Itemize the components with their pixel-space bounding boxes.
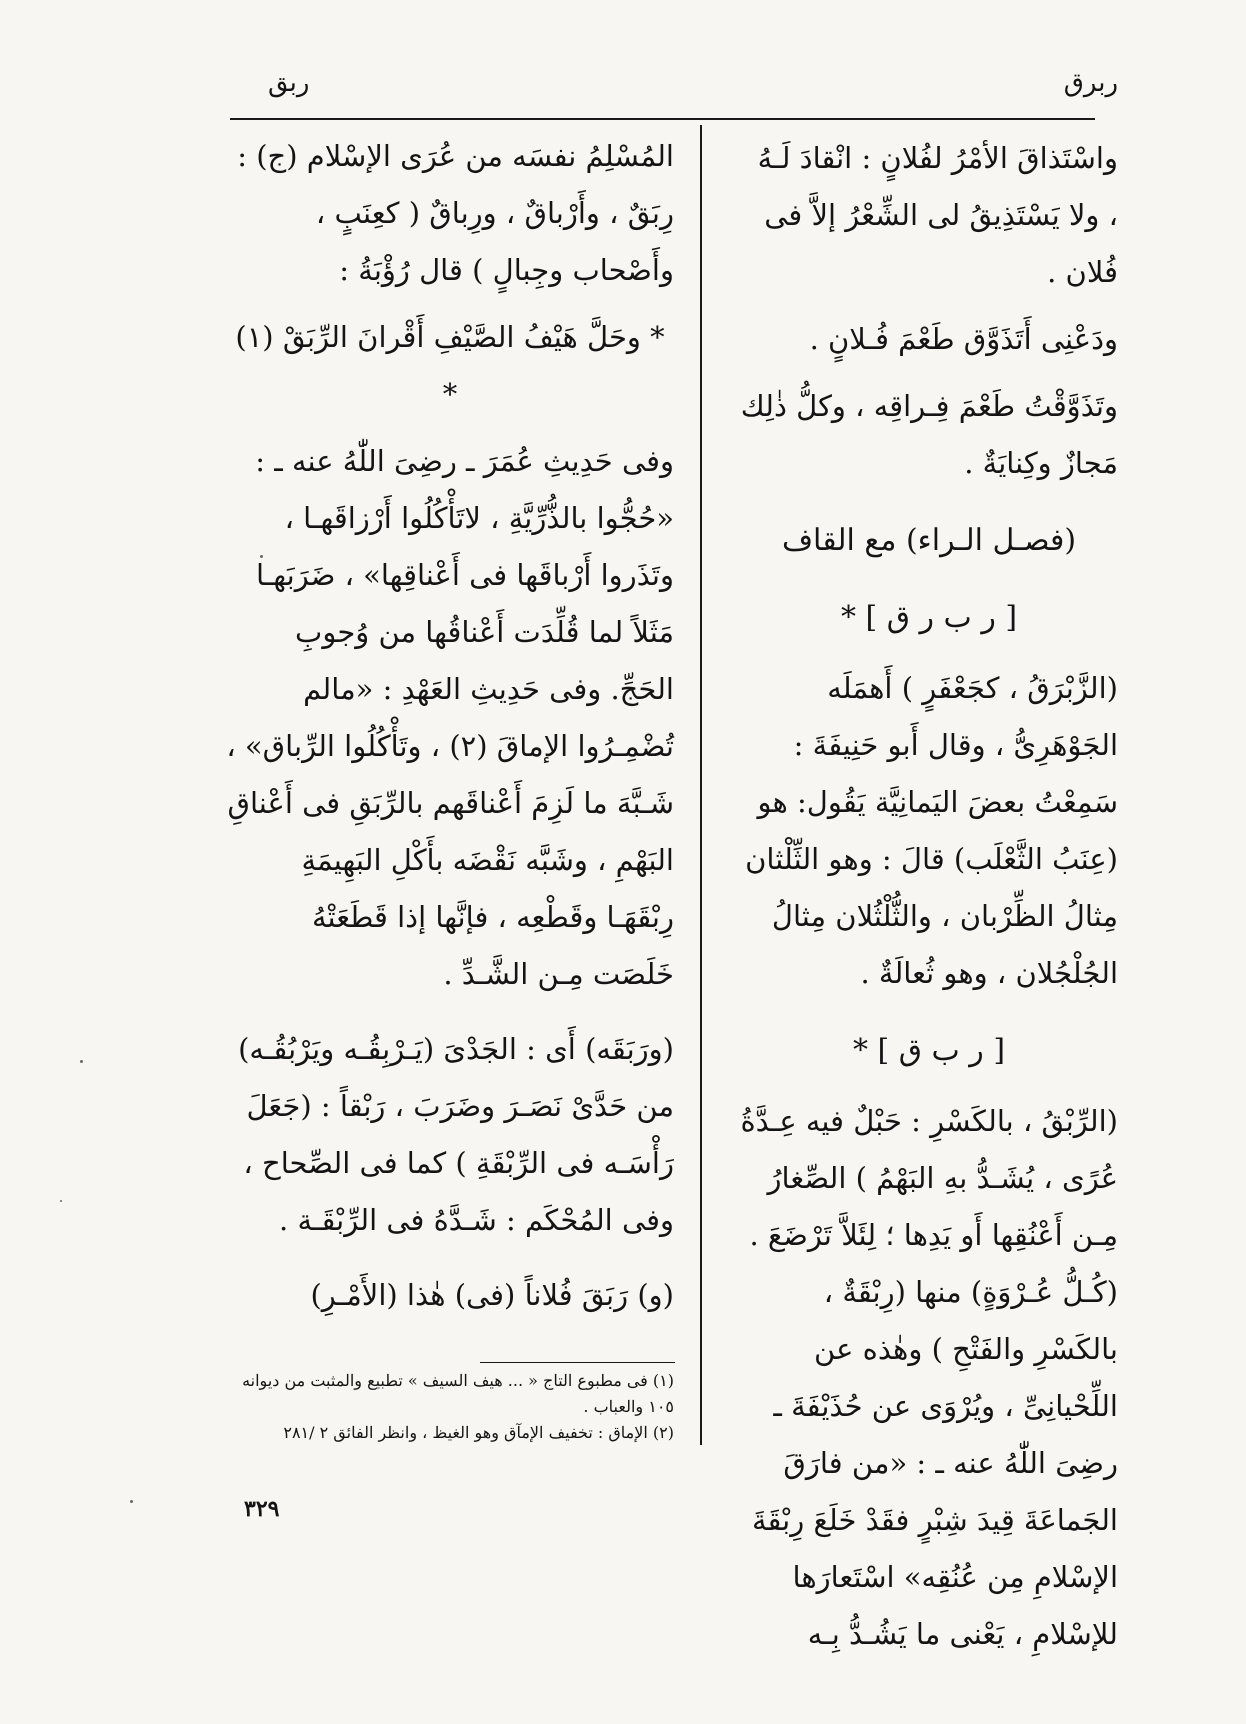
left-column xyxy=(226,128,674,1334)
section-heading: (فصـل الـراء) مع القاف xyxy=(781,523,1077,558)
scan-speck xyxy=(80,1060,83,1063)
right-column xyxy=(740,130,1118,1673)
entry-heading: [ ر ب ق ] * xyxy=(852,1033,1006,1068)
paragraph: ودَعْنِى أَتَذَوَّق طَعْمَ فُـلانٍ . xyxy=(809,322,1118,356)
paragraph: (و) رَبَقَ فُلاناً (فى) هٰذا (الأَمْـرِ) xyxy=(310,1278,674,1312)
verse-line: * وحَلَّ هَيْفُ الصَّيْفِ أَقْرانَ الرِّبَقْ (١) * xyxy=(235,320,665,411)
footnote: (١) فى مطبوع التاج « ... هيف السيف » تطبيع والمثبت من ديوانه ١٠٥ والعباب . xyxy=(242,1371,674,1416)
paragraph: (الزَّبْرَقُ ، كجَعْفَرٍ ) أَهمَلَه الجَوْهَرِىُّ ، وقال أَبو حَنِيفَةَ : سَمِعْتُ بعضَ اليَمانِيَّة يَقُول: هو (عِنَبُ الثَّعْلَب) قالَ : وهو الثِّلْثان مِثالُ الظِّرْبان ، والثُّلْثُلان مِثالُ الجُلْجُلان ، وهو ثُعالَةٌ . xyxy=(745,671,1118,990)
scan-speck xyxy=(60,1200,62,1202)
paragraph: وتَذَوَّقْتُ طَعْمَ فِـراقِه ، وكلُّ ذٰلِك مَجازٌ وكِنايَةٌ . xyxy=(740,389,1118,480)
paragraph: (ورَبَقَه) أَى : الجَدْىَ (يَـرْبِقُـه ويَرْبُقُـه) من حَدَّىْ نَصَـرَ وضَرَبَ ، رَبْقاً : (جَعَلَ رَأْسَـه فى الرِّبْقَةِ ) كما فى الصِّحاح ، وفى المُحْكَم : شَـدَّهُ فى الرِّبْقَـة . xyxy=(238,1032,674,1237)
scan-speck xyxy=(260,555,263,558)
running-head-left: ربق xyxy=(268,68,310,98)
entry-heading: [ ر ب ر ق ] * xyxy=(840,600,1018,635)
paragraph: واسْتَذاقَ الأمْرُ لفُلانٍ : انْقادَ لَـهُ ، ولا يَسْتَذِيقُ لى الشِّعْرُ إلاَّ فى فُلان . xyxy=(757,141,1118,289)
column-divider xyxy=(700,125,702,1445)
header-rule xyxy=(230,118,1095,120)
scan-speck xyxy=(130,1500,133,1503)
footnote: (٢) الإماق : تخفيف الإمآق وهو الغيظ ، وانظر الفائق ٢ /٢٨١ xyxy=(283,1423,674,1442)
paragraph: وفى حَدِيثِ عُمَرَ ـ رضِىَ اللّٰهُ عنه ـ : «حُجُّوا بالذُّرِّيَّةِ ، لاتَأْكُلُوا أَرْزاقَهـا ، وتَذَروا أَرْباقَها فى أَعْناقِها» ، ضَرَبَهـا مَثَلاً لما قُلِّدَت أَعْناقُها من وُجوبِ الحَجِّ. وفى حَدِيثِ العَهْدِ : «مالم تُضْمِـرُوا الإماقَ (٢) ، وتَأْكُلُوا الرِّباق» ، شَـبَّهَ ما لَزِمَ أَعْناقَهم بالرِّبَقِ فى أَعْناقِ البَهْمِ ، وشَبَّه نَقْضَه بأَكْلِ البَهِيمَةِ رِبْقَهَـا وقَطْعِه ، فإنَّها إذا قَطَعَتْهُ خَلَصَت مِـن الشَّـدِّ . xyxy=(226,444,674,991)
running-head-right: ربرق xyxy=(1063,68,1118,98)
page-number: ٣٢٩ xyxy=(244,1496,280,1522)
paragraph: (الرِّبْقُ ، بالكَسْرِ : حَبْلٌ فيه عِـدَّةُ عُرًى ، يُشَـدُّ بهِ البَهْمُ ) الصِّغارُ مِـن أَعْنُقِها أَو يَدِها ؛ لِئَلاَّ تَرْضَعَ . (كُـلُّ عُـرْوَةٍ) منها (رِبْقَةٌ ، بالكَسْرِ والفَتْحِ ) وهٰذه عن اللِّحْيانِىِّ ، ويُرْوَى عن حُذَيْفَةَ ـ رضِىَ اللّٰهُ عنه ـ : «من فارَقَ الجَماعَةَ قِيدَ شِبْرٍ فقَدْ خَلَعَ رِبْقَةَ الإسْلامِ مِن عُنُقِه» اسْتَعارَها للإسْلامِ ، يَعْنى ما يَشُـدُّ بِـه xyxy=(740,1104,1118,1651)
paragraph: المُسْلِمُ نفسَه من عُرَى الإسْلام (ج) : رِبَقٌ ، وأَرْباقٌ ، ورِباقٌ ( كعِنَبٍ ، وأَصْحاب وجِبالٍ ) قال رُؤْبَةُ : xyxy=(237,139,674,287)
footnotes xyxy=(226,1368,674,1446)
footnote-rule xyxy=(480,1362,675,1363)
